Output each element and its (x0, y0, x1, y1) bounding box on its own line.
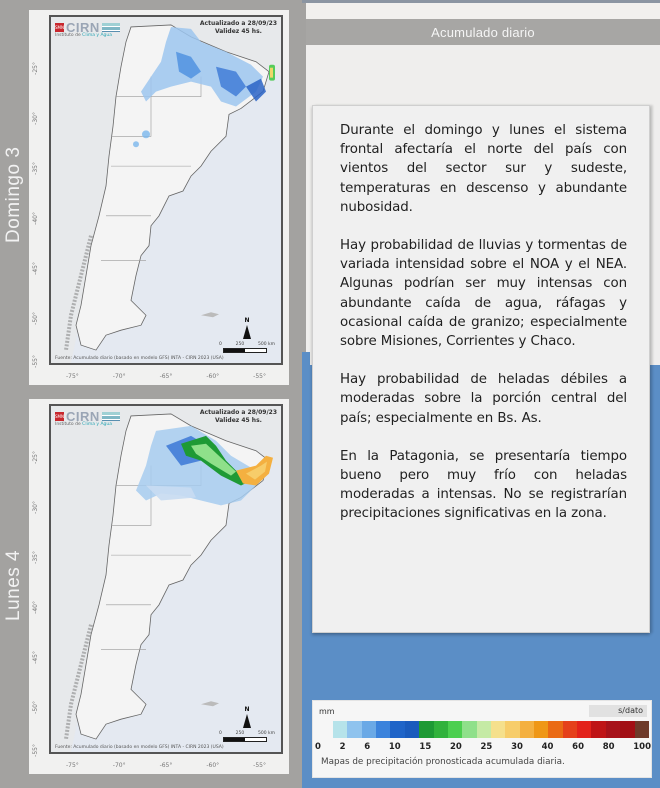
lat-tick: -55° (32, 744, 39, 757)
logo-subtitle-highlight: Clima y Agua (82, 422, 113, 427)
lat-tick: -25° (32, 62, 39, 75)
legend-swatch (635, 721, 649, 738)
legend-swatch (448, 721, 462, 738)
lat-tick: -30° (32, 112, 39, 125)
legend-tick: 20 (449, 742, 462, 752)
legend-tick: 0 (315, 742, 321, 752)
map-card-domingo (29, 10, 289, 385)
lat-tick: -55° (32, 355, 39, 368)
cirn-logo-text: CIRN (66, 409, 100, 424)
water-wave-icon (102, 412, 120, 421)
legend-swatch (563, 721, 577, 738)
section-title: Acumulado diario (306, 19, 660, 45)
lat-tick: -45° (32, 651, 39, 664)
lon-tick: -60° (206, 373, 220, 380)
cirn-logo-text: CIRN (66, 20, 100, 35)
lon-ticks (49, 373, 283, 380)
legend-ticks (315, 742, 651, 752)
lat-tick: -50° (32, 312, 39, 325)
legend-swatch (491, 721, 505, 738)
legend-swatch (347, 721, 361, 738)
logo-subtitle-prefix: Instituto de (55, 422, 83, 427)
north-label: N (244, 317, 250, 324)
scale-labels (219, 731, 275, 736)
day-label-lunes: Lunes 4 (3, 549, 24, 621)
legend-swatch (362, 721, 376, 738)
legend-swatch (390, 721, 404, 738)
forecast-paragraph-frost: Hay probabilidad de heladas débiles a moderadas sobre la porción central del país; especialmente en Bs. As. (340, 372, 627, 426)
lon-ticks (49, 762, 283, 769)
lat-tick: -40° (32, 212, 39, 225)
forecast-paragraph-general: Durante el domingo y lunes el sistema frontal afectaría el norte del país con vientos del sector sur y sudeste, temperaturas en descenso y abundante nubosidad. (340, 123, 627, 215)
scale-label: 0 (219, 342, 222, 347)
lon-tick: -65° (159, 373, 173, 380)
legend-tick: 80 (602, 742, 615, 752)
scale-label: 500 km (257, 342, 275, 347)
map-source: Fuente: Acumulado diario (basado en modelo GFS) INTA - CIRN 2023 (USA) (55, 745, 224, 750)
smn-badge: SMN (55, 25, 64, 30)
argentina-map-graphic (51, 17, 281, 363)
update-date: Actualizado a 28/09/23 (199, 409, 277, 416)
scale-bar (223, 348, 267, 353)
forecast-paragraph-patagonia: En la Patagonia, se presentaría tiempo bueno pero muy frío con heladas moderadas a intensas. No se registrarían precipitaciones significativas en la zona. (340, 448, 627, 522)
water-wave-icon (102, 23, 120, 32)
legend-swatch (591, 721, 605, 738)
lon-tick: -55° (253, 762, 266, 769)
legend-tick: 60 (572, 742, 584, 752)
north-arrow-icon (243, 707, 251, 728)
legend-caption: Mapas de precipitación pronosticada acumulada diaria. (321, 757, 565, 767)
forecast-paragraph-storms: Hay probabilidad de lluvias y tormentas de variada intensidad sobre el NOA y el NEA. Algunas podrían ser muy intensas con abundante caída de agua, ráfagas y ocasional caída de granizo; especialmente sobre Misiones, Corrientes y Chaco. (340, 238, 627, 350)
validity: Validez 45 hs. (214, 417, 262, 425)
lon-tick: -70° (112, 762, 126, 769)
legend-color-scale (333, 721, 649, 738)
legend-tick: 30 (511, 742, 523, 752)
map-update-info (200, 20, 277, 36)
north-label: N (244, 706, 250, 713)
legend-swatch (333, 721, 347, 738)
legend-tick: 6 (364, 742, 371, 752)
panel-blue-edge (302, 352, 310, 788)
lat-tick: -50° (32, 701, 39, 714)
precipitation-map-lunes (49, 404, 283, 754)
lon-tick: -75° (65, 762, 79, 769)
lon-tick: -55° (253, 373, 266, 380)
legend-swatch (434, 721, 448, 738)
north-arrow-icon (243, 318, 251, 339)
precipitation-legend (312, 700, 652, 778)
legend-swatch (477, 721, 491, 738)
legend-tick: 25 (480, 742, 493, 752)
smn-badge: SMN (55, 414, 64, 419)
legend-tick: 40 (541, 742, 554, 752)
scale-labels (219, 342, 275, 347)
scale-bar (223, 737, 267, 742)
legend-swatch (419, 721, 433, 738)
legend-swatch (534, 721, 548, 738)
legend-no-data: s/dato (589, 705, 647, 717)
legend-swatch (577, 721, 591, 738)
lat-tick: -40° (32, 601, 39, 614)
legend-tick: 100 (633, 742, 651, 752)
lat-tick: -35° (32, 162, 39, 175)
lon-tick: -60° (206, 762, 220, 769)
update-date: Actualizado a 28/09/23 (199, 20, 277, 27)
lon-tick: -70° (112, 373, 126, 380)
legend-swatch (520, 721, 534, 738)
legend-swatch (606, 721, 620, 738)
day-label-domingo: Domingo 3 (3, 146, 24, 244)
lat-tick: -30° (32, 501, 39, 514)
legend-swatch (620, 721, 634, 738)
scale-label: 250 (235, 731, 245, 736)
legend-unit: mm (319, 707, 335, 716)
legend-swatch (376, 721, 390, 738)
logo-subtitle-prefix: Instituto de (55, 33, 83, 38)
scale-label: 250 (235, 342, 245, 347)
precipitation-map-domingo (49, 15, 283, 365)
argentina-map-graphic (51, 406, 281, 752)
panel-top-band (306, 3, 660, 19)
lon-tick: -65° (159, 762, 173, 769)
legend-swatch (405, 721, 419, 738)
lat-tick: -25° (32, 451, 39, 464)
lat-tick: -45° (32, 262, 39, 275)
map-card-lunes (29, 399, 289, 774)
maps-column (0, 0, 302, 788)
legend-tick: 15 (419, 742, 432, 752)
validity: Validez 45 hs. (214, 28, 262, 36)
legend-swatch (548, 721, 562, 738)
scale-label: 500 km (257, 731, 275, 736)
legend-tick: 10 (388, 742, 401, 752)
forecast-text-card (312, 105, 650, 633)
legend-swatch (505, 721, 519, 738)
map-update-info (200, 409, 277, 425)
logo-subtitle (55, 33, 112, 38)
legend-tick: 2 (339, 742, 346, 752)
logo-subtitle-highlight: Clima y Agua (82, 33, 113, 38)
map-source: Fuente: Acumulado diario (basado en modelo GFS) INTA - CIRN 2023 (USA) (55, 356, 224, 361)
scale-label: 0 (219, 731, 222, 736)
lat-tick: -35° (32, 551, 39, 564)
lon-tick: -75° (65, 373, 79, 380)
legend-swatch (462, 721, 476, 738)
logo-subtitle (55, 422, 112, 427)
